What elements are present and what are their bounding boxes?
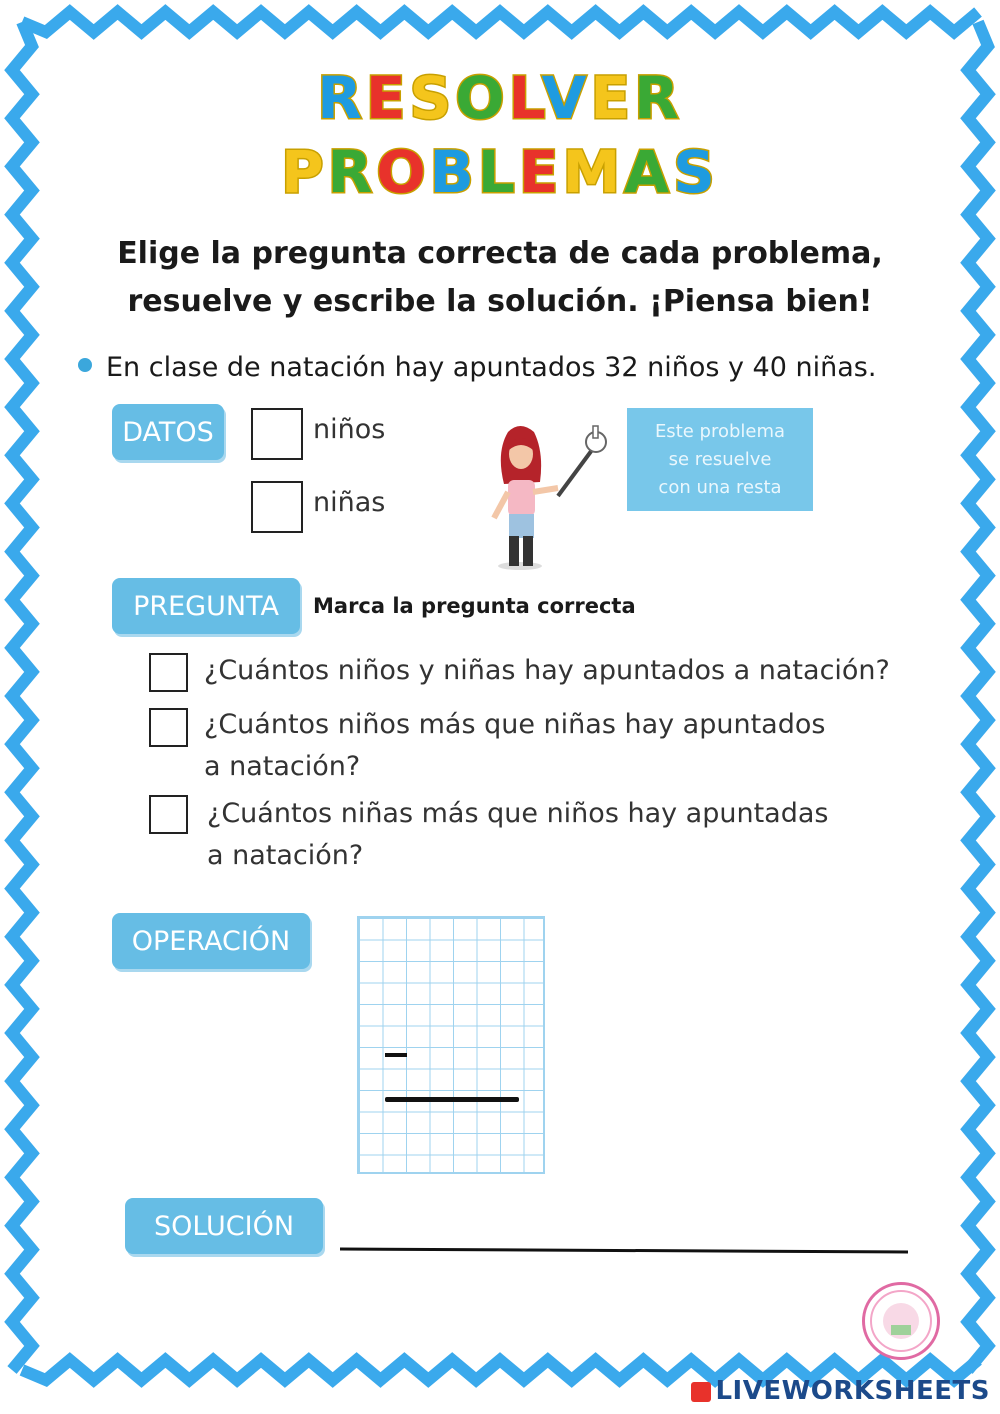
liveworksheets-logo-icon — [691, 1382, 711, 1402]
ninas-input-box[interactable] — [251, 481, 303, 533]
question-2-line-2: a natación? — [204, 751, 361, 782]
operation-grid[interactable] — [357, 916, 545, 1174]
question-1-text — [204, 650, 890, 692]
title-letter: R — [634, 64, 683, 132]
question-3-line-2: a natación? — [207, 840, 364, 871]
bullet-icon — [78, 358, 92, 372]
title-line-1 — [0, 66, 1000, 130]
title-letter: L — [477, 138, 519, 206]
title-letter: A — [624, 138, 674, 206]
title-letter: S — [673, 138, 719, 206]
question-3-checkbox[interactable] — [149, 795, 188, 834]
ninas-label: niñas — [313, 487, 386, 518]
watermark-text: LIVEWORKSHEETS — [715, 1376, 990, 1406]
title-letter: R — [317, 64, 366, 132]
datos-tag: DATOS — [112, 404, 224, 460]
title-line-2 — [0, 140, 1000, 204]
hint-note — [627, 408, 813, 511]
title-letter: O — [455, 64, 509, 132]
operacion-tag: OPERACIÓN — [112, 913, 310, 969]
question-2-text — [204, 704, 825, 788]
title-letter: E — [365, 64, 410, 132]
border-edge — [12, 22, 32, 1370]
border-edge — [968, 22, 988, 1370]
pregunta-prompt: Marca la pregunta correcta — [313, 594, 636, 618]
instructions-line-1: Elige la pregunta correcta de cada problema, — [117, 236, 883, 271]
result-line — [385, 1097, 519, 1102]
question-3-line-1: ¿Cuántos niñas más que niños hay apuntadas — [207, 798, 829, 829]
title-letter: O — [376, 138, 430, 206]
question-2-line-1: ¿Cuántos niños más que niñas hay apuntados — [204, 709, 826, 740]
ninos-label: niños — [313, 414, 386, 445]
title-letter: B — [429, 138, 478, 206]
hint-line-2: se resuelve — [668, 448, 772, 470]
question-1-line-1: ¿Cuántos niños y niñas hay apuntados a natación? — [204, 655, 890, 686]
teacher-avatar-illustration — [478, 422, 613, 572]
question-1-checkbox[interactable] — [149, 653, 188, 692]
liveworksheets-watermark — [691, 1376, 990, 1406]
ninos-input-box[interactable] — [251, 408, 303, 460]
title-letter: P — [281, 138, 328, 206]
minus-sign — [385, 1053, 407, 1057]
author-stamp-logo — [862, 1282, 940, 1360]
question-2-checkbox[interactable] — [149, 708, 188, 747]
solucion-tag: SOLUCIÓN — [125, 1198, 323, 1254]
pregunta-tag: PREGUNTA — [112, 578, 300, 634]
problem-text: En clase de natación hay apuntados 32 niños y 40 niñas. — [106, 352, 877, 383]
hint-line-3: con una resta — [658, 476, 782, 498]
title-letter: E — [590, 64, 635, 132]
question-3-text — [207, 793, 828, 877]
title-letter: S — [409, 64, 456, 132]
problem-statement — [78, 352, 876, 383]
title-letter: V — [541, 64, 591, 132]
border-edge — [22, 12, 978, 32]
title-letter: R — [327, 138, 377, 206]
hint-line-1: Este problema — [654, 420, 786, 442]
title-letter: L — [508, 64, 542, 132]
title-letter: M — [562, 138, 625, 206]
title-letter: E — [518, 138, 563, 206]
instructions-line-2: resuelve y escribe la solución. ¡Piensa bien! — [127, 284, 873, 319]
